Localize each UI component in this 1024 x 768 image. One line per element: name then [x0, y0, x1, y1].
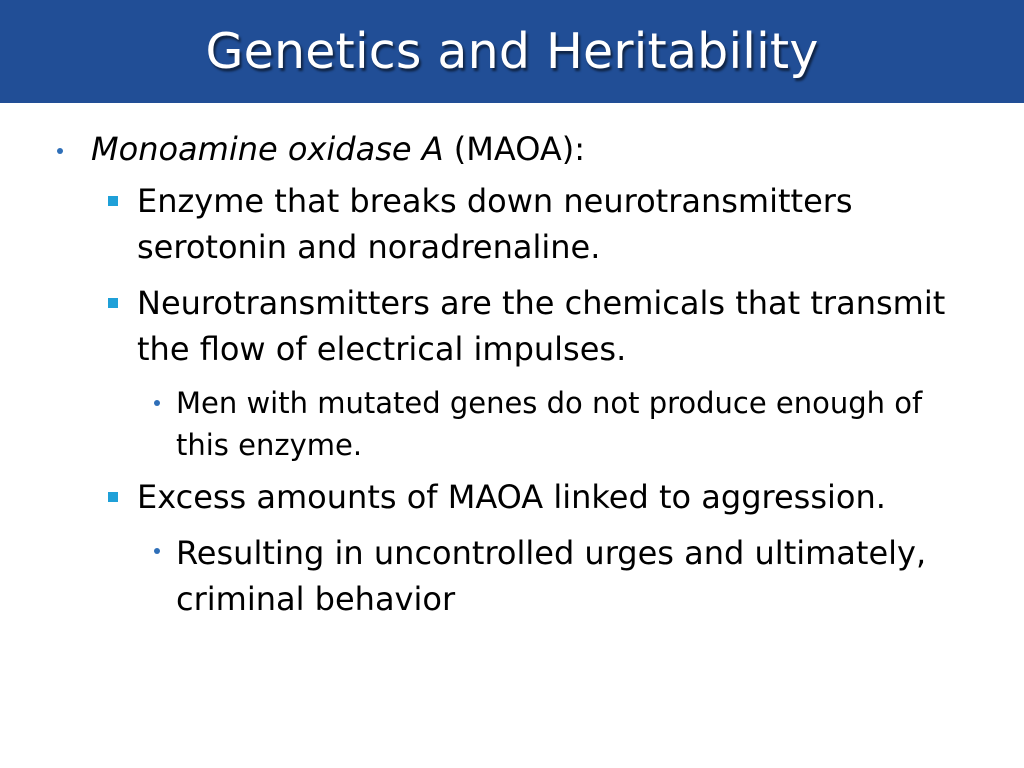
bullet-text: Men with mutated genes do not produce enough of this enzyme.: [176, 386, 923, 462]
slide-body: [0, 126, 1024, 630]
bullet-text: Excess amounts of MAOA linked to aggression.: [137, 478, 886, 516]
bullet-item-excess: [137, 474, 964, 520]
square-bullet-icon: [108, 298, 118, 308]
square-bullet-icon: [108, 492, 118, 502]
bullet-item-neurotransmitters: [137, 280, 964, 372]
round-bullet-icon: [57, 148, 63, 154]
bullet-text: Enzyme that breaks down neurotransmitters serotonin and noradrenaline.: [137, 182, 853, 266]
bullet-text: Neurotransmitters are the chemicals that transmit the flow of electrical impulses.: [137, 284, 946, 368]
title-bar: [0, 0, 1024, 103]
slide-title: Genetics and Heritability: [205, 23, 819, 80]
bullet-item-resulting: [176, 530, 944, 622]
round-bullet-icon: [154, 548, 160, 554]
round-bullet-icon: [154, 400, 160, 406]
maoa-term: Monoamine oxidase A: [91, 130, 444, 168]
bullet-text: Resulting in uncontrolled urges and ultimately, criminal behavior: [176, 534, 927, 618]
bullet-item-enzyme: [137, 178, 964, 270]
bullet-item-men: [176, 382, 944, 466]
maoa-abbreviation: (MAOA):: [443, 130, 585, 168]
bullet-item-maoa: [91, 126, 964, 172]
square-bullet-icon: [108, 196, 118, 206]
